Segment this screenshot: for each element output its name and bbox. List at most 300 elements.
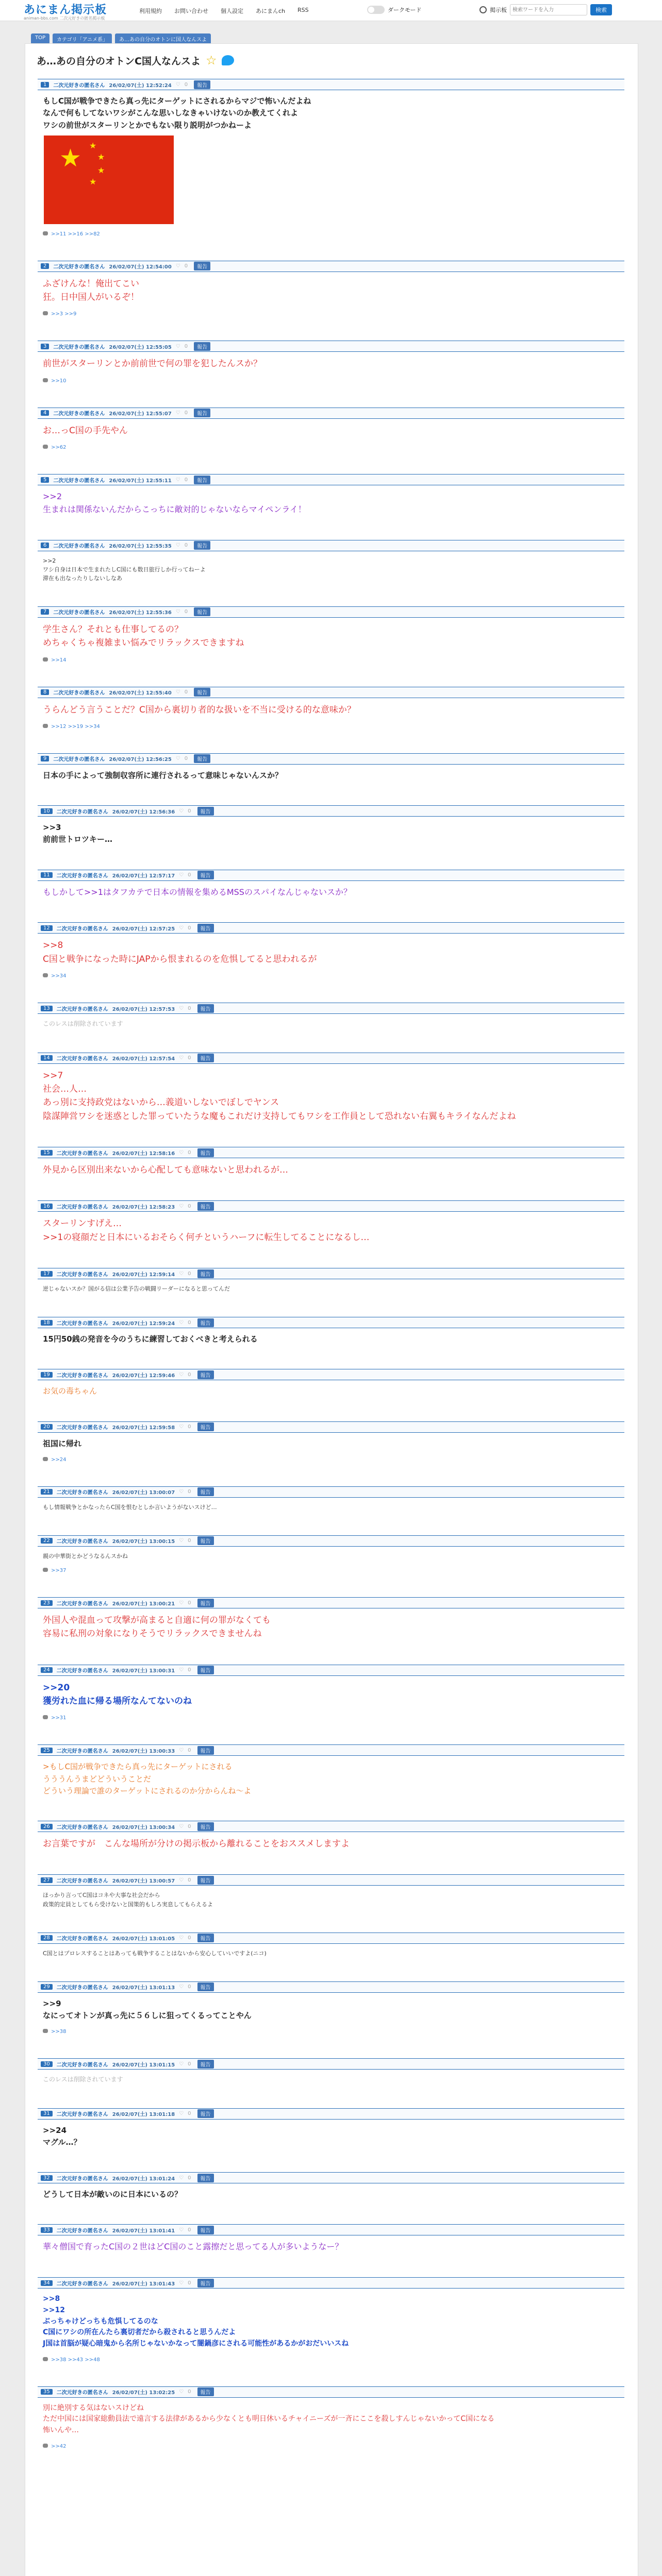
reply-links[interactable]	[38, 224, 624, 237]
post-number[interactable]: 11	[41, 872, 53, 878]
post-text: お気の毒ちゃん	[43, 1386, 97, 1396]
post-date: 26/02/07(土) 13:00:07	[112, 1490, 175, 1496]
dark-mode-toggle[interactable]	[367, 6, 422, 14]
post-date: 26/02/07(土) 13:01:18	[112, 2112, 175, 2118]
like-icon[interactable]: ♡	[175, 756, 180, 762]
post-author: 二次元好きの匿名さん	[56, 2228, 108, 2234]
post-date: 26/02/07(土) 13:00:34	[112, 1824, 175, 1831]
reply-links[interactable]	[38, 371, 624, 384]
post	[38, 1981, 624, 2035]
post-author: 二次元好きの匿名さん	[56, 1748, 108, 1754]
like-icon[interactable]: ♡	[175, 81, 180, 88]
post-body	[38, 352, 624, 370]
like-icon[interactable]: ♡	[175, 609, 180, 615]
post-header	[38, 1421, 624, 1433]
post-text: 祖国に帰れ	[43, 1438, 82, 1448]
reply-links[interactable]	[38, 304, 624, 317]
post	[38, 753, 624, 782]
post-number[interactable]: 23	[41, 1600, 53, 1606]
post-number[interactable]: 34	[41, 2280, 53, 2286]
breadcrumb	[31, 33, 662, 44]
breadcrumb-top[interactable]: TOP	[31, 33, 49, 44]
post-author: 二次元好きの匿名さん	[56, 2112, 108, 2118]
post-list	[25, 79, 638, 2449]
like-count: 0	[188, 1055, 191, 1061]
post-author: 二次元好きの匿名さん	[56, 2062, 108, 2068]
like-count: 0	[184, 609, 188, 615]
like-icon[interactable]: ♡	[179, 1489, 184, 1495]
report-button[interactable]: 報告	[197, 1202, 214, 1211]
post-author: 二次元好きの匿名さん	[56, 873, 108, 879]
post-body	[38, 1212, 624, 1244]
post-number[interactable]: 26	[41, 1824, 53, 1829]
report-button[interactable]: 報告	[197, 871, 214, 879]
post	[38, 341, 624, 383]
reply-anchors[interactable]: >>62	[51, 445, 67, 451]
reply-links[interactable]	[38, 2436, 624, 2449]
post-number[interactable]: 6	[41, 543, 49, 548]
post-author: 二次元好きの匿名さん	[56, 809, 108, 815]
post-author: 二次元好きの匿名さん	[56, 1824, 108, 1831]
post-body	[38, 698, 624, 717]
post-text: お…っC国の手先やん	[43, 425, 128, 436]
report-button[interactable]: 報告	[197, 2279, 214, 2287]
reply-links[interactable]	[38, 1708, 624, 1721]
reply-bubble-icon	[43, 445, 48, 449]
like-count: 0	[188, 1877, 191, 1883]
post-header	[38, 1597, 624, 1608]
like-icon[interactable]: ♡	[175, 410, 180, 416]
post	[38, 1200, 624, 1244]
report-button[interactable]: 報告	[194, 342, 210, 351]
like-icon[interactable]: ♡	[179, 1319, 184, 1326]
reply-links[interactable]	[38, 1450, 624, 1463]
post-author: 二次元好きの匿名さん	[56, 2176, 108, 2182]
post-header	[38, 1200, 624, 1212]
like-icon[interactable]: ♡	[179, 1055, 184, 1061]
like-icon[interactable]: ♡	[179, 1005, 184, 1011]
like-count: 0	[188, 2280, 191, 2286]
logo-title[interactable]: あにまん掲示板	[24, 4, 107, 16]
post-number[interactable]: 9	[41, 756, 49, 761]
like-icon[interactable]: ♡	[179, 2227, 184, 2233]
post-header	[38, 1369, 624, 1380]
reply-bubble-icon	[43, 1715, 48, 1719]
like-count: 0	[184, 81, 188, 88]
reply-bubble-icon	[43, 973, 48, 977]
post-date: 26/02/07(土) 12:57:17	[112, 873, 175, 879]
post-body	[38, 1380, 624, 1397]
main-nav	[139, 7, 309, 15]
report-button[interactable]: 報告	[197, 1746, 214, 1755]
post	[38, 261, 624, 317]
post-text: 逆じゃないスか？国がる信は公業予告の戦闘リーダーになると思ってんだ	[43, 1285, 230, 1293]
report-button[interactable]: 報告	[194, 688, 210, 697]
post-header	[38, 1933, 624, 1944]
post-number[interactable]: 1	[41, 82, 49, 88]
post-header	[38, 1744, 624, 1756]
post-date: 26/02/07(土) 12:55:11	[109, 478, 172, 484]
post-header	[38, 1147, 624, 1158]
like-icon[interactable]: ♡	[175, 263, 180, 269]
report-button[interactable]: 報告	[197, 1318, 214, 1327]
post-body	[38, 618, 624, 650]
post-text: >>2 ワシ自身は日本で生まれたしC国にも数日旅行しか行ってねーよ 滞在も出なったりしないしなあ	[43, 557, 206, 582]
post	[38, 1268, 624, 1293]
post-text: 別に絶別する気はないスけどね ただ中国には国家総動員法で遠言する法律があるから少なくとも明日休いるチャイニーズが一斉にここを殺しすんじゃないかってC国になる 怖いんや…	[43, 2403, 495, 2435]
favorite-star-icon[interactable]: ☆	[205, 53, 217, 67]
report-button[interactable]: 報告	[197, 1487, 214, 1496]
search-scope-label[interactable]: 掲示板	[490, 7, 507, 13]
report-button[interactable]: 報告	[194, 262, 210, 270]
nav-terms[interactable]: 利用規約	[139, 8, 162, 14]
post-body	[38, 2183, 624, 2200]
like-icon[interactable]: ♡	[179, 1877, 184, 1883]
post-body	[38, 881, 624, 899]
like-count: 0	[184, 343, 188, 349]
reply-anchors[interactable]: >>11 >>16 >>82	[51, 231, 100, 237]
reply-links[interactable]	[38, 717, 624, 730]
report-button[interactable]: 報告	[197, 1148, 214, 1157]
like-icon[interactable]: ♡	[175, 477, 180, 483]
post-number[interactable]: 28	[41, 1935, 53, 1941]
report-button[interactable]: 報告	[194, 607, 210, 616]
post-number[interactable]: 32	[41, 2175, 53, 2181]
post	[38, 408, 624, 450]
report-button[interactable]: 報告	[197, 2109, 214, 2118]
post	[38, 870, 624, 899]
reply-bubble-icon	[43, 231, 48, 235]
like-icon[interactable]: ♡	[179, 2280, 184, 2286]
flag-image[interactable]	[44, 135, 174, 224]
like-icon[interactable]: ♡	[179, 1538, 184, 1544]
post	[38, 540, 624, 583]
post-author: 二次元好きの匿名さん	[53, 757, 105, 763]
post-number[interactable]: 35	[41, 2389, 53, 2395]
nav-contact[interactable]: お問い合わせ	[174, 8, 208, 14]
post-text: もしかして>>1はタフカテで日本の情報を集めるMSSのスパイなんじゃないスか？	[43, 887, 352, 897]
reply-bubble-icon	[43, 724, 48, 728]
post-author: 二次元好きの匿名さん	[53, 344, 105, 350]
report-button[interactable]: 報告	[197, 1004, 214, 1013]
post-number[interactable]: 18	[41, 1320, 53, 1326]
post-number[interactable]: 8	[41, 689, 49, 695]
like-count: 0	[188, 1935, 191, 1941]
post-text: 外見から区別出来ないから心配しても意味ないと思われるが…	[43, 1165, 288, 1176]
post	[38, 1821, 624, 1851]
report-button[interactable]: 報告	[197, 807, 214, 816]
search-input[interactable]	[510, 4, 587, 15]
report-button[interactable]: 報告	[197, 1370, 214, 1379]
post-author: 二次元好きの匿名さん	[56, 1425, 108, 1431]
report-button[interactable]: 報告	[197, 2174, 214, 2182]
like-icon[interactable]: ♡	[179, 1600, 184, 1606]
report-button[interactable]: 報告	[194, 541, 210, 550]
breadcrumb-category[interactable]: カテゴリ「アニメ系」	[53, 33, 112, 44]
post-text: うらんどう言うことだ？C国から裏切り者的な扱いを不当に受ける的な意味か？	[43, 704, 356, 715]
post	[38, 805, 624, 846]
reply-anchors[interactable]: >>12 >>19 >>34	[51, 723, 100, 730]
reply-bubble-icon	[43, 378, 48, 382]
like-icon[interactable]: ♡	[179, 1270, 184, 1277]
logo-subtitle: animan-bbs.com 二次元好きの匿名掲示板	[24, 16, 105, 21]
report-button[interactable]: 報告	[197, 1876, 214, 1885]
reply-bubble-icon	[43, 1457, 48, 1461]
post-number[interactable]: 17	[41, 1271, 53, 1277]
post-number[interactable]: 14	[41, 1055, 53, 1061]
reply-links[interactable]	[38, 650, 624, 663]
post-header	[38, 2058, 624, 2070]
like-icon[interactable]: ♡	[179, 1984, 184, 1990]
like-icon[interactable]: ♡	[179, 2061, 184, 2067]
report-button[interactable]: 報告	[194, 409, 210, 417]
post-text: C国とはプロレスすることはあっても戦争することはないから安心していいですよ(ニコ)	[43, 1950, 267, 1957]
report-button[interactable]: 報告	[197, 1054, 214, 1062]
reply-links[interactable]	[38, 2350, 624, 2363]
post-header	[38, 540, 624, 551]
post-header	[38, 1317, 624, 1328]
reply-anchors[interactable]: >>38	[51, 2029, 67, 2035]
post	[38, 474, 624, 516]
like-count: 0	[188, 1538, 191, 1544]
post-number[interactable]: 2	[41, 263, 49, 269]
post-body	[38, 90, 624, 224]
post-author: 二次元好きの匿名さん	[56, 1320, 108, 1327]
post-number[interactable]: 24	[41, 1667, 53, 1673]
post-number[interactable]: 16	[41, 1204, 53, 1209]
nav-rss[interactable]: RSS	[297, 7, 309, 13]
report-button[interactable]: 報告	[197, 1536, 214, 1545]
reply-links[interactable]	[38, 966, 624, 979]
nav-animanch[interactable]: あにまんch	[256, 8, 286, 14]
post-text: >>8 >>12 ぶっちゃけどっちも危惧してるのな C国にワシの所在んたら裏切者だから殺されると思うんだよ J国は首脳が疑心暗鬼から名所じゃないかなって闇鍋彦にされる可能性があるかがおだいいスね	[43, 2295, 349, 2348]
post-date: 26/02/07(土) 12:55:07	[109, 411, 172, 417]
post-author: 二次元好きの匿名さん	[56, 1985, 108, 1991]
reply-anchors[interactable]: >>38 >>43 >>48	[51, 2357, 100, 2363]
post-header	[38, 687, 624, 698]
search-icon	[479, 6, 487, 13]
flag-star-icon: ★	[89, 140, 97, 150]
post-body	[38, 2120, 624, 2149]
post-number[interactable]: 7	[41, 609, 49, 615]
reply-anchors[interactable]: >>14	[51, 657, 67, 663]
post-date: 26/02/07(土) 13:00:31	[112, 1668, 175, 1674]
post-number[interactable]: 3	[41, 344, 49, 349]
like-icon[interactable]: ♡	[179, 1935, 184, 1941]
like-icon[interactable]: ♡	[179, 872, 184, 878]
post-number[interactable]: 25	[41, 1748, 53, 1753]
like-icon[interactable]: ♡	[179, 1424, 184, 1430]
reply-bubble-icon	[43, 2444, 48, 2448]
post-text: >>8 C国と戦争になった時にJAPから恨まれるのを危惧してると思われるが	[43, 940, 317, 964]
post-body	[38, 1498, 624, 1512]
post-header	[38, 1268, 624, 1279]
report-button[interactable]: 報告	[197, 1269, 214, 1278]
post-text: 華々僧国で育ったC国の２世はどC国のこと露擦だと思ってる人が多いようなー？	[43, 2242, 343, 2252]
like-icon[interactable]: ♡	[179, 1371, 184, 1378]
post-text: ほっかり言ってC国はコネや大事な社会だから 政策的定員としてもら受けないと国策的もしろ実息してもらえるよ	[43, 1892, 213, 1908]
reply-anchors[interactable]: >>10	[51, 378, 67, 384]
report-button[interactable]: 報告	[194, 476, 210, 484]
post-number[interactable]: 4	[41, 410, 49, 416]
like-icon[interactable]: ♡	[175, 543, 180, 549]
like-icon[interactable]: ♡	[179, 2111, 184, 2117]
post	[38, 1933, 624, 1958]
report-button[interactable]: 報告	[197, 1666, 214, 1674]
post-body	[38, 1676, 624, 1708]
post-date: 26/02/07(土) 12:56:25	[109, 757, 172, 763]
post-author: 二次元好きの匿名さん	[56, 1204, 108, 1210]
post-date: 26/02/07(土) 12:59:46	[112, 1372, 175, 1379]
post-header	[38, 805, 624, 817]
post-header	[38, 261, 624, 272]
post-author: 二次元好きの匿名さん	[56, 1936, 108, 1942]
post-number[interactable]: 21	[41, 1489, 53, 1495]
report-button[interactable]: 報告	[197, 1822, 214, 1831]
reply-links[interactable]	[38, 1561, 624, 1573]
post-number[interactable]: 5	[41, 477, 49, 483]
post-date: 26/02/07(土) 12:59:14	[112, 1272, 175, 1278]
dark-mode-label: ダークモード	[388, 7, 422, 13]
post-number[interactable]: 31	[41, 2111, 53, 2116]
like-count: 0	[184, 756, 188, 762]
post-text: 15円50銭の発音を今のうちに練習しておくべきと考えられる	[43, 1334, 258, 1344]
report-button[interactable]: 報告	[197, 924, 214, 933]
post-body	[38, 1014, 624, 1029]
reply-anchors[interactable]: >>34	[51, 973, 67, 979]
post-number[interactable]: 22	[41, 1538, 53, 1544]
post-text: >もしC国が戦争できたら真っ先にターゲットにされる うううんうまどどういうことだ どういう理論で誰のターゲットにされるのか分からんね〜よ	[43, 1762, 252, 1795]
like-icon[interactable]: ♡	[179, 1203, 184, 1209]
report-button[interactable]: 報告	[197, 2060, 214, 2069]
post-number[interactable]: 19	[41, 1372, 53, 1378]
post	[38, 1874, 624, 1908]
post-text: このレスは削除されています	[43, 2076, 123, 2083]
report-button[interactable]: 報告	[197, 1422, 214, 1431]
post-date: 26/02/07(土) 12:58:16	[112, 1150, 175, 1157]
report-button[interactable]: 報告	[194, 80, 210, 89]
post-number[interactable]: 27	[41, 1877, 53, 1883]
report-button[interactable]: 報告	[197, 1982, 214, 1991]
like-count: 0	[188, 2061, 191, 2067]
like-icon[interactable]: ♡	[179, 1747, 184, 1753]
post-text: もし情報戦争とかなったらC国を恨むとしか言いようがないスけど…	[43, 1503, 217, 1511]
like-icon[interactable]: ♡	[179, 925, 184, 931]
reply-anchors[interactable]: >>24	[51, 1456, 67, 1463]
post-date: 26/02/07(土) 13:00:21	[112, 1601, 175, 1607]
post-body	[38, 1756, 624, 1797]
post-author: 二次元好きの匿名さん	[56, 1372, 108, 1379]
post-author: 二次元好きの匿名さん	[56, 2281, 108, 2287]
like-icon[interactable]: ♡	[179, 1823, 184, 1829]
like-icon[interactable]: ♡	[179, 2175, 184, 2181]
post	[38, 1665, 624, 1721]
post-number[interactable]: 12	[41, 925, 53, 931]
post-number[interactable]: 13	[41, 1006, 53, 1011]
like-icon[interactable]: ♡	[179, 1667, 184, 1673]
like-icon[interactable]: ♡	[175, 689, 180, 696]
post-number[interactable]: 10	[41, 808, 53, 814]
post-body	[38, 2070, 624, 2084]
post	[38, 2108, 624, 2149]
report-button[interactable]: 報告	[197, 2226, 214, 2234]
post-header	[38, 606, 624, 618]
report-button[interactable]: 報告	[197, 1599, 214, 1607]
post-body	[38, 1064, 624, 1123]
post-body	[38, 1279, 624, 1293]
post-date: 26/02/07(土) 13:00:57	[112, 1878, 175, 1884]
post-author: 二次元好きの匿名さん	[53, 411, 105, 417]
reply-links[interactable]	[38, 437, 624, 450]
post-number[interactable]: 20	[41, 1424, 53, 1430]
post-date: 26/02/07(土) 13:01:41	[112, 2228, 175, 2234]
top-bar	[0, 0, 662, 21]
post-author: 二次元好きの匿名さん	[53, 478, 105, 484]
post-text: >>7 社会…人… あっ別に支持政党はないから…義道いしないでぼしでヤンス 陰謀陣営ワシを迷惑とした罪っていたうな魔もこれだけ支持してもワシを工作員として恐れない右翼もキライなんだよね	[43, 1070, 516, 1122]
breadcrumb-thread[interactable]: あ…あの自分のオトンに国人なんスよ	[115, 33, 211, 44]
post-header	[38, 408, 624, 419]
post-text: お言葉ですが こんな場所が分けの掲示板から離れることをおススメしますよ	[43, 1839, 350, 1850]
post-text: >>24 マグル…？	[43, 2125, 81, 2147]
post-number[interactable]: 30	[41, 2061, 53, 2067]
post	[38, 1597, 624, 1641]
post-header	[38, 870, 624, 881]
like-count: 0	[188, 1600, 191, 1606]
post-header	[38, 2108, 624, 2120]
reply-links[interactable]	[38, 2022, 624, 2035]
post-author: 二次元好きの匿名さん	[56, 1539, 108, 1545]
reply-anchors[interactable]: >>37	[51, 1568, 67, 1574]
post-date: 26/02/07(土) 13:01:24	[112, 2176, 175, 2182]
post	[38, 1421, 624, 1463]
like-icon[interactable]: ♡	[179, 808, 184, 814]
post-header	[38, 1981, 624, 1993]
reply-anchors[interactable]: >>31	[51, 1715, 67, 1721]
like-count: 0	[188, 925, 191, 931]
reply-bubble-icon	[43, 657, 48, 662]
post-number[interactable]: 29	[41, 1984, 53, 1990]
post-body	[38, 551, 624, 583]
post-number[interactable]: 33	[41, 2227, 53, 2233]
report-button[interactable]: 報告	[197, 2387, 214, 2396]
like-icon[interactable]: ♡	[175, 343, 180, 349]
report-button[interactable]: 報告	[194, 754, 210, 763]
post-body	[38, 1832, 624, 1851]
like-icon[interactable]: ♡	[179, 1149, 184, 1156]
post-body	[38, 2289, 624, 2349]
post-body	[38, 1993, 624, 2022]
twitter-icon[interactable]	[222, 55, 234, 65]
reply-anchors[interactable]: >>3 >>9	[51, 311, 77, 317]
reply-anchors[interactable]: >>42	[51, 2443, 67, 2449]
search-button[interactable]: 検索	[590, 4, 612, 15]
like-count: 0	[188, 1667, 191, 1673]
site-logo[interactable]	[24, 1, 107, 21]
post-author: 二次元好きの匿名さん	[56, 1272, 108, 1278]
like-icon[interactable]: ♡	[179, 2389, 184, 2395]
post-body	[38, 1547, 624, 1561]
dark-mode-switch[interactable]	[367, 6, 385, 14]
post-body	[38, 2398, 624, 2436]
like-count: 0	[184, 543, 188, 549]
like-count: 0	[188, 1371, 191, 1378]
nav-settings[interactable]: 個人設定	[221, 8, 243, 14]
post-date: 26/02/07(土) 13:00:33	[112, 1748, 175, 1754]
post-number[interactable]: 15	[41, 1150, 53, 1156]
post-date: 26/02/07(土) 12:55:40	[109, 690, 172, 697]
reply-bubble-icon	[43, 311, 48, 315]
report-button[interactable]: 報告	[197, 1934, 214, 1942]
